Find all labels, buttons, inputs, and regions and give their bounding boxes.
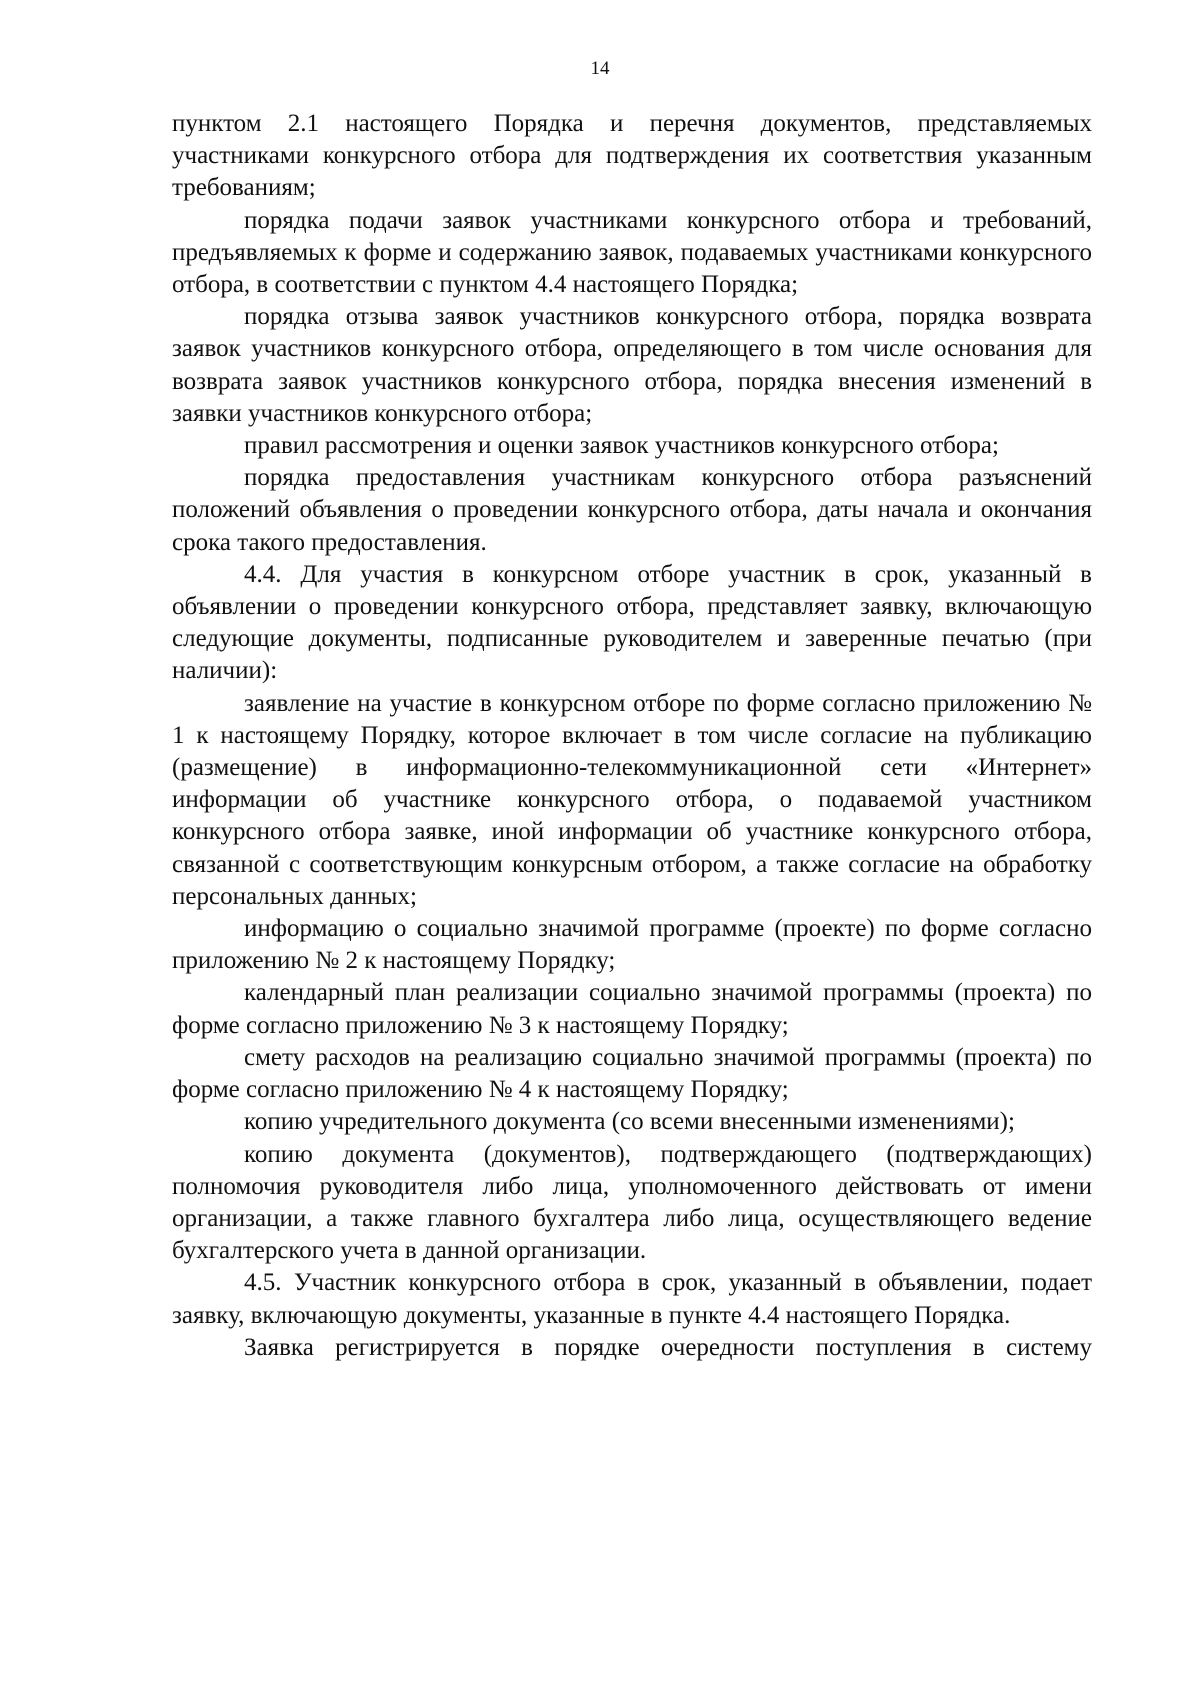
paragraph-charter-copy: копию учредительного документа (со всеми внесенными изменениями); [244, 1108, 1015, 1136]
document-body [172, 108, 1092, 1364]
paragraph-registration: Заявка регистрируется в порядке очередности поступления в систему [244, 1333, 1092, 1361]
paragraph-withdrawal-order: порядка отзыва заявок участников конкурсного отбора, порядка возврата заявок участников конкурсного отбора, определяющего в том числе основания для возврата заявок участников конкурсного отбора, порядка внесения изменений в заявки участников конкурсного отбора; [172, 303, 1092, 427]
paragraph-cost-estimate: смету расходов на реализацию социально значимой программы (проекта) по форме согласно приложению № 4 к настоящему Порядку; [172, 1043, 1092, 1104]
page-number: 14 [590, 58, 610, 79]
paragraph-calendar-plan: календарный план реализации социально значимой программы (проекта) по форме согласно приложению № 3 к настоящему Порядку; [172, 979, 1092, 1039]
paragraph-clarifications: порядка предоставления участникам конкурсного отбора разъяснений положений объявления о проведении конкурсного отбора, даты начала и окончания срока такого предоставления. [172, 464, 1092, 556]
paragraph-4-5: 4.5. Участник конкурсного отбора в срок, указанный в объявлении, подает заявку, включающую документы, указанные в пункте 4.4 настоящего Порядка. [172, 1269, 1092, 1329]
paragraph-application-form: заявление на участие в конкурсном отборе по форме согласно приложению № 1 к настоящему Порядку, которое включает в том числе согласие на публикацию (размещение) в информационно-телекоммуникационной сети «Интернет» информации об участнике конкурсного отбора, о подаваемой участником конкурсного отбора заявке, иной информации об участнике конкурсного отбора, связанной с соответствующим конкурсным отбором, а также согласие на обработку персональных данных; [172, 689, 1092, 910]
paragraph-4-4: 4.4. Для участия в конкурсном отборе участник в срок, указанный в объявлении о проведении конкурсного отбора, представляет заявку, включающую следующие документы, подписанные руководителем и заверенные печатью (при наличии): [172, 560, 1092, 685]
paragraph-submission-order: порядка подачи заявок участниками конкурсного отбора и требований, предъявляемых к форме и содержанию заявок, подаваемых участниками конкурсного отбора, в соответствии с пунктом 4.4 настоящего Порядка; [172, 206, 1092, 299]
paragraph-authority-copy: копию документа (документов), подтверждающего (подтверждающих) полномочия руководителя либо лица, уполномоченного действовать от имени организации, а также главного бухгалтера либо лица, осуществляющего ведение бухгалтерского учета в данной организации. [172, 1140, 1092, 1265]
paragraph-program-info: информацию о социально значимой программе (проекте) по форме согласно приложению № 2 к настоящему Порядку; [172, 915, 1092, 975]
paragraph-continuation: пунктом 2.1 настоящего Порядка и перечня документов, представляемых участниками конкурсного отбора для подтверждения их соответствия указанным требованиям; [172, 110, 1092, 202]
paragraph-review-rules: правил рассмотрения и оценки заявок участников конкурсного отбора; [244, 432, 999, 460]
